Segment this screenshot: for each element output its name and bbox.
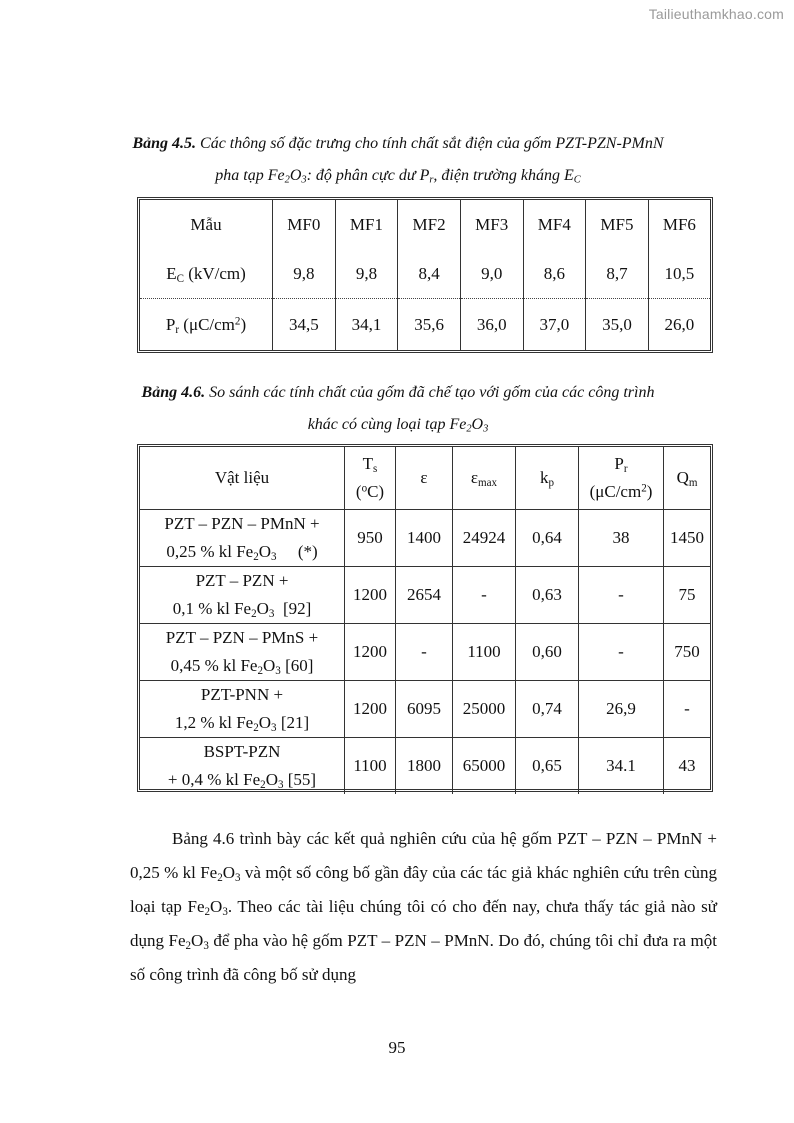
- table45-ec-row: [140, 249, 710, 299]
- sample-cell: MF6: [648, 200, 710, 249]
- header-pr: [579, 447, 664, 510]
- table46-caption: [120, 377, 676, 441]
- material-text: 0,25 % kl Fe: [166, 542, 254, 561]
- subscript: 2: [260, 778, 266, 791]
- material-text: O: [256, 599, 269, 618]
- body-paragraph: [130, 822, 717, 992]
- material-text: [21]: [276, 713, 310, 732]
- material-text: 0,45 % kl Fe: [170, 656, 258, 675]
- pr-cell: -: [579, 624, 664, 681]
- kp-cell: 0,63: [516, 567, 579, 624]
- material-line: PZT – PZN +: [195, 571, 289, 590]
- ts-cell: 950: [345, 510, 396, 567]
- table-row: [140, 624, 710, 681]
- table45-caption: [120, 128, 676, 192]
- value-cell: 26,0: [648, 299, 710, 351]
- eps-cell: 1800: [396, 738, 453, 795]
- table-row: [140, 681, 710, 738]
- caption-text: khác có cùng loại tạp Fe: [307, 416, 467, 433]
- material-cell: [140, 567, 345, 624]
- table46-caption-text: So sánh các tính chất của gốm đã chế tạo với gốm của các công trình: [205, 384, 655, 401]
- material-cell: [140, 681, 345, 738]
- material-text: 1,2 % kl Fe: [174, 713, 254, 732]
- epsmax-cell: 1100: [453, 624, 516, 681]
- table-row: [140, 567, 710, 624]
- value-cell: 8,7: [586, 249, 649, 299]
- material-line: PZT – PZN – PMnN +: [164, 514, 320, 533]
- subscript: 3: [203, 939, 209, 952]
- text: và một số công bố gần đây của các tác giả khác nghiên cứu trên cùng loại tạp Fe: [130, 863, 717, 916]
- sample-cell: MF5: [586, 200, 649, 249]
- header-cell: Mẫu: [190, 214, 222, 234]
- text: . Theo các tài liệu chúng tôi có cho đến nay, chưa thấy tác giả nào sử dụng Fe: [130, 897, 718, 950]
- subscript: 3: [483, 423, 489, 435]
- table46-label: Bảng 4.6.: [141, 384, 206, 401]
- subscript: 2: [251, 607, 257, 620]
- value-cell: 9,0: [460, 249, 523, 299]
- material-text: O: [258, 542, 272, 561]
- watermark: Tailieuthamkhao.com: [648, 6, 784, 22]
- eps-cell: -: [396, 624, 453, 681]
- pr-cell: -: [579, 567, 664, 624]
- kp-cell: 0,60: [516, 624, 579, 681]
- material-text: + 0,4 % kl Fe: [167, 770, 261, 789]
- subscript: 3: [235, 871, 241, 884]
- qm-cell: 1450: [664, 510, 711, 567]
- value-cell: 9,8: [273, 249, 336, 299]
- material-cell: [140, 510, 345, 567]
- subscript: max: [478, 476, 498, 489]
- pr-cell: 34.1: [579, 738, 664, 795]
- ts-cell: 1100: [345, 738, 396, 795]
- qm-cell: 43: [664, 738, 711, 795]
- kp-cell: 0,65: [516, 738, 579, 795]
- value-cell: 34,1: [335, 299, 398, 351]
- subscript: r: [175, 323, 180, 336]
- material-text: (*): [276, 542, 318, 561]
- subscript: r: [623, 462, 628, 475]
- material-line: BSPT-PZN: [203, 742, 281, 761]
- subscript: 3: [268, 607, 275, 620]
- header-eps: ε: [396, 447, 453, 510]
- caption-text: O: [289, 167, 302, 184]
- ts-cell: 1200: [345, 567, 396, 624]
- label-text: P: [165, 314, 176, 334]
- header-text: ε: [470, 468, 479, 487]
- table45-pr-row: [140, 299, 710, 351]
- value-cell: 8,4: [398, 249, 461, 299]
- subscript: 3: [222, 905, 228, 918]
- page-number: 95: [388, 1038, 406, 1057]
- kp-cell: 0,74: [516, 681, 579, 738]
- epsmax-cell: 24924: [453, 510, 516, 567]
- subscript: m: [688, 476, 698, 489]
- label-text: (μC/cm: [179, 314, 235, 334]
- text: O: [191, 931, 204, 950]
- kp-cell: 0,64: [516, 510, 579, 567]
- subscript: 3: [301, 174, 307, 186]
- text: để pha vào hệ gốm PZT – PZN – PMnN. Do đó, chúng tôi chỉ đưa ra một số công trình đã công bố sử dụng: [130, 931, 718, 984]
- material-line: [140, 709, 344, 737]
- table46-caption-line1: [120, 377, 676, 409]
- table45-header-row: [140, 200, 710, 249]
- sample-cell: MF3: [460, 200, 523, 249]
- qm-cell: -: [664, 681, 711, 738]
- pr-cell: 38: [579, 510, 664, 567]
- material-line: [140, 652, 344, 680]
- text: Bảng 4.6 trình bày các kết quả nghiên cứu của hệ gốm PZT – PZN – PMnN + 0,25 % kl Fe: [130, 829, 717, 882]
- caption-text: O: [471, 416, 484, 433]
- header-text: Q: [676, 468, 689, 487]
- caption-text: , điện trường kháng E: [433, 167, 574, 184]
- sample-cell: MF0: [273, 200, 336, 249]
- sample-cell: MF2: [398, 200, 461, 249]
- subscript: 2: [185, 939, 192, 952]
- value-cell: 8,6: [523, 249, 586, 299]
- material-text: 0,1 % kl Fe: [172, 599, 252, 618]
- subscript: 2: [257, 664, 264, 677]
- subscript: C: [176, 272, 184, 285]
- sample-cell: MF4: [523, 200, 586, 249]
- header-text: (: [355, 482, 362, 501]
- subscript: 2: [217, 871, 223, 884]
- ts-cell: 1200: [345, 624, 396, 681]
- material-cell: [140, 624, 345, 681]
- header-text: T: [362, 454, 374, 473]
- table46-header-row: [140, 447, 710, 510]
- table-4-6: [137, 444, 713, 792]
- text: O: [210, 897, 223, 916]
- material-text: O: [265, 770, 278, 789]
- paragraph-text: [130, 822, 717, 992]
- label-text: ): [240, 314, 247, 334]
- subscript: 3: [277, 778, 284, 791]
- epsmax-cell: -: [453, 567, 516, 624]
- ec-label-cell: [140, 249, 273, 299]
- material-text: [55]: [283, 770, 317, 789]
- label-text: E: [166, 263, 177, 283]
- table45-caption-text: Các thông số đặc trưng cho tính chất sắt điện của gốm PZT-PZN-PMnN: [196, 135, 664, 152]
- subscript: 2: [284, 174, 290, 186]
- material-line: [140, 538, 344, 566]
- table-row: [140, 738, 710, 795]
- table45-caption-line1: [120, 128, 676, 160]
- header-epsmax: [453, 447, 516, 510]
- sample-cell: MF1: [335, 200, 398, 249]
- ts-cell: 1200: [345, 681, 396, 738]
- header-text: k: [539, 468, 549, 487]
- header-text: (μC/cm: [589, 482, 642, 501]
- value-cell: 10,5: [648, 249, 710, 299]
- subscript: 3: [271, 550, 277, 563]
- eps-cell: 6095: [396, 681, 453, 738]
- header-text: C): [367, 482, 385, 501]
- value-cell: 9,8: [335, 249, 398, 299]
- value-cell: 37,0: [523, 299, 586, 351]
- material-text: O: [258, 713, 272, 732]
- material-line: [140, 595, 344, 623]
- epsmax-cell: 65000: [453, 738, 516, 795]
- pr-cell: 26,9: [579, 681, 664, 738]
- qm-cell: 750: [664, 624, 711, 681]
- caption-text: : độ phân cực dư P: [306, 167, 430, 184]
- material-line: [140, 766, 344, 794]
- table45-caption-line2: [120, 160, 676, 192]
- subscript: 2: [204, 905, 211, 918]
- material-cell: [140, 738, 345, 795]
- material-text: O: [263, 656, 276, 675]
- label-text: (kV/cm): [183, 263, 246, 283]
- header-material: Vật liệu: [140, 447, 345, 510]
- caption-text: pha tạp Fe: [215, 167, 285, 184]
- superscript: o: [361, 482, 368, 495]
- pr-label-cell: [140, 299, 273, 351]
- material-text: [92]: [274, 599, 312, 618]
- subscript: r: [429, 174, 434, 186]
- qm-cell: 75: [664, 567, 711, 624]
- header-qm: [664, 447, 711, 510]
- header-kp: [516, 447, 579, 510]
- value-cell: 35,6: [398, 299, 461, 351]
- material-line: PZT-PNN +: [200, 685, 284, 704]
- subscript: 2: [253, 550, 259, 563]
- superscript: 2: [234, 314, 241, 327]
- header-text: ): [646, 482, 653, 501]
- table-row: [140, 510, 710, 567]
- subscript: 2: [466, 423, 472, 435]
- text: O: [222, 863, 236, 882]
- value-cell: 35,0: [586, 299, 649, 351]
- eps-cell: 2654: [396, 567, 453, 624]
- table45-label: Bảng 4.5.: [132, 135, 197, 152]
- value-cell: 36,0: [460, 299, 523, 351]
- table-4-5: [137, 197, 713, 353]
- table46-caption-line2: [120, 409, 676, 441]
- header-text: P: [614, 454, 624, 473]
- subscript: C: [573, 174, 581, 186]
- subscript: 2: [253, 721, 259, 734]
- header-ts: [345, 447, 396, 510]
- epsmax-cell: 25000: [453, 681, 516, 738]
- subscript: s: [373, 462, 378, 475]
- superscript: 2: [641, 482, 647, 495]
- subscript: p: [548, 476, 555, 489]
- material-text: [60]: [280, 656, 314, 675]
- value-cell: 34,5: [273, 299, 336, 351]
- subscript: 3: [271, 721, 277, 734]
- subscript: 3: [275, 664, 281, 677]
- eps-cell: 1400: [396, 510, 453, 567]
- material-line: PZT – PZN – PMnS +: [165, 628, 319, 647]
